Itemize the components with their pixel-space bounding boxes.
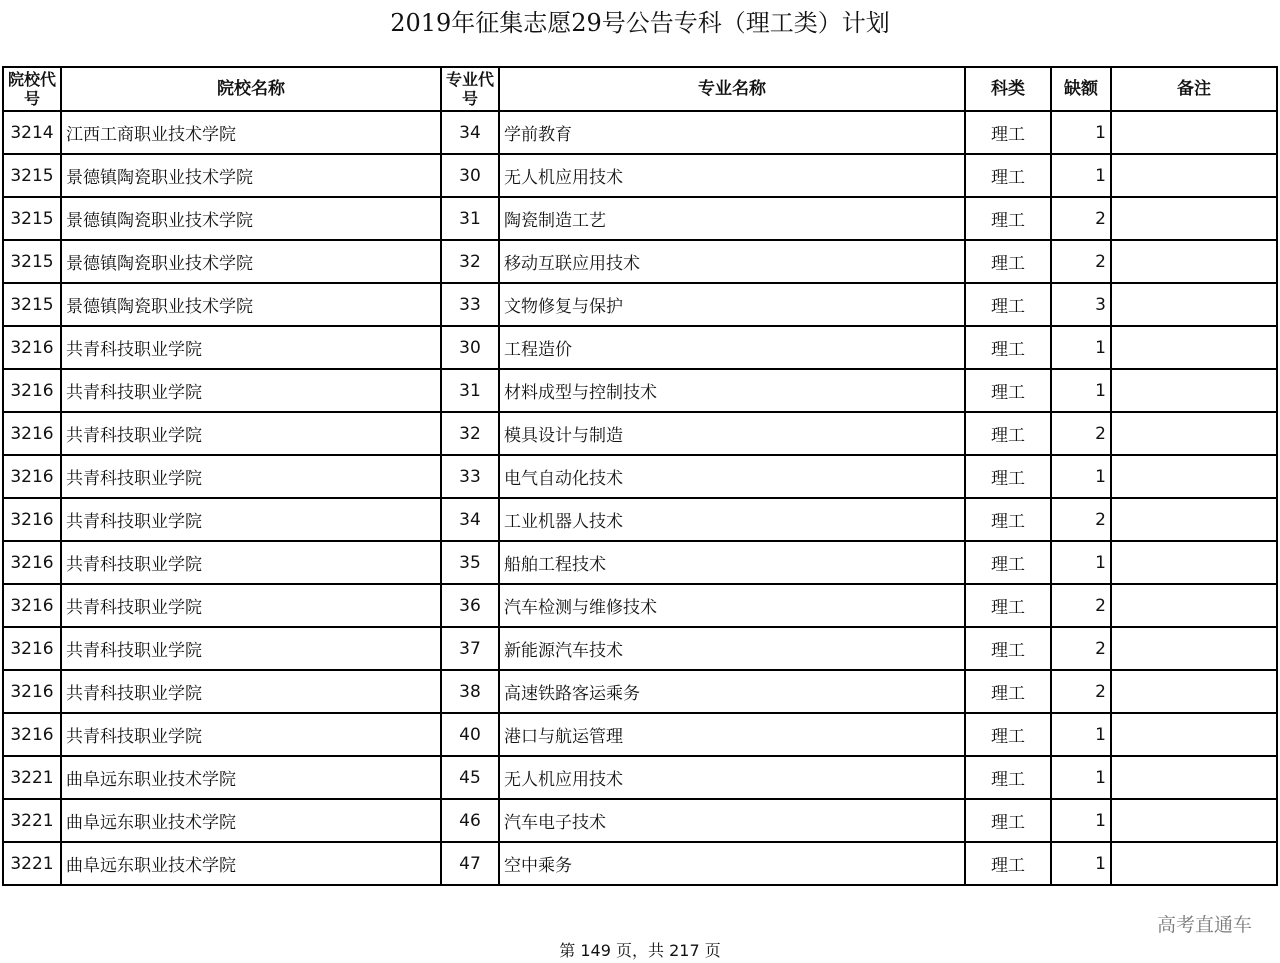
cell-school-code: 3216 <box>3 670 61 713</box>
cell-vacancy: 1 <box>1051 455 1111 498</box>
cell-remark <box>1111 541 1277 584</box>
cell-school-code: 3216 <box>3 498 61 541</box>
cell-vacancy: 2 <box>1051 627 1111 670</box>
cell-school-name: 景德镇陶瓷职业技术学院 <box>61 240 441 283</box>
table-row <box>3 111 1277 154</box>
table-row <box>3 369 1277 412</box>
cell-remark <box>1111 240 1277 283</box>
cell-school-name: 曲阜远东职业技术学院 <box>61 842 441 885</box>
table-row <box>3 670 1277 713</box>
cell-vacancy: 1 <box>1051 326 1111 369</box>
cell-major-name: 无人机应用技术 <box>499 154 965 197</box>
cell-major-name: 高速铁路客运乘务 <box>499 670 965 713</box>
table-row <box>3 842 1277 885</box>
cell-vacancy: 1 <box>1051 842 1111 885</box>
cell-vacancy: 1 <box>1051 713 1111 756</box>
cell-major-name: 移动互联应用技术 <box>499 240 965 283</box>
header-school-code: 院校代号 <box>3 67 61 111</box>
cell-remark <box>1111 412 1277 455</box>
cell-school-code: 3216 <box>3 369 61 412</box>
cell-category: 理工 <box>965 455 1051 498</box>
cell-vacancy: 2 <box>1051 412 1111 455</box>
cell-remark <box>1111 627 1277 670</box>
cell-school-name: 共青科技职业学院 <box>61 455 441 498</box>
table-row <box>3 584 1277 627</box>
table-row <box>3 498 1277 541</box>
table-row <box>3 756 1277 799</box>
cell-major-code: 36 <box>441 584 499 627</box>
cell-school-code: 3215 <box>3 240 61 283</box>
cell-school-name: 景德镇陶瓷职业技术学院 <box>61 283 441 326</box>
cell-major-code: 30 <box>441 326 499 369</box>
cell-school-name: 江西工商职业技术学院 <box>61 111 441 154</box>
cell-remark <box>1111 111 1277 154</box>
cell-major-name: 工业机器人技术 <box>499 498 965 541</box>
cell-major-code: 34 <box>441 111 499 154</box>
cell-remark <box>1111 584 1277 627</box>
cell-school-name: 共青科技职业学院 <box>61 713 441 756</box>
cell-major-code: 40 <box>441 713 499 756</box>
cell-school-name: 共青科技职业学院 <box>61 412 441 455</box>
cell-major-code: 34 <box>441 498 499 541</box>
cell-school-name: 共青科技职业学院 <box>61 541 441 584</box>
cell-school-name: 共青科技职业学院 <box>61 369 441 412</box>
cell-major-code: 30 <box>441 154 499 197</box>
cell-category: 理工 <box>965 713 1051 756</box>
table-row <box>3 627 1277 670</box>
table-row <box>3 455 1277 498</box>
cell-vacancy: 1 <box>1051 541 1111 584</box>
cell-school-code: 3216 <box>3 627 61 670</box>
cell-school-code: 3216 <box>3 455 61 498</box>
cell-category: 理工 <box>965 756 1051 799</box>
header-major-name: 专业名称 <box>499 67 965 111</box>
table-body <box>3 111 1277 885</box>
cell-major-name: 汽车电子技术 <box>499 799 965 842</box>
cell-school-code: 3214 <box>3 111 61 154</box>
cell-major-name: 学前教育 <box>499 111 965 154</box>
cell-category: 理工 <box>965 799 1051 842</box>
cell-school-name: 曲阜远东职业技术学院 <box>61 799 441 842</box>
cell-category: 理工 <box>965 584 1051 627</box>
cell-major-code: 32 <box>441 412 499 455</box>
cell-major-code: 35 <box>441 541 499 584</box>
cell-vacancy: 3 <box>1051 283 1111 326</box>
cell-category: 理工 <box>965 541 1051 584</box>
cell-school-code: 3216 <box>3 412 61 455</box>
cell-major-name: 电气自动化技术 <box>499 455 965 498</box>
cell-major-code: 38 <box>441 670 499 713</box>
header-school-name: 院校名称 <box>61 67 441 111</box>
cell-school-name: 曲阜远东职业技术学院 <box>61 756 441 799</box>
cell-major-code: 33 <box>441 283 499 326</box>
cell-major-name: 汽车检测与维修技术 <box>499 584 965 627</box>
cell-major-name: 陶瓷制造工艺 <box>499 197 965 240</box>
cell-vacancy: 2 <box>1051 498 1111 541</box>
cell-remark <box>1111 498 1277 541</box>
cell-vacancy: 1 <box>1051 369 1111 412</box>
table-row <box>3 283 1277 326</box>
cell-school-code: 3216 <box>3 326 61 369</box>
table-row <box>3 197 1277 240</box>
cell-school-name: 共青科技职业学院 <box>61 498 441 541</box>
cell-school-name: 共青科技职业学院 <box>61 627 441 670</box>
cell-major-name: 材料成型与控制技术 <box>499 369 965 412</box>
cell-school-code: 3216 <box>3 584 61 627</box>
cell-remark <box>1111 842 1277 885</box>
header-category: 科类 <box>965 67 1051 111</box>
table-row <box>3 412 1277 455</box>
cell-vacancy: 1 <box>1051 111 1111 154</box>
cell-school-code: 3221 <box>3 799 61 842</box>
page-title: 2019年征集志愿29号公告专科（理工类）计划 <box>390 9 890 37</box>
cell-vacancy: 2 <box>1051 240 1111 283</box>
cell-vacancy: 2 <box>1051 197 1111 240</box>
cell-remark <box>1111 713 1277 756</box>
cell-major-name: 空中乘务 <box>499 842 965 885</box>
cell-school-name: 景德镇陶瓷职业技术学院 <box>61 197 441 240</box>
table-row <box>3 326 1277 369</box>
cell-category: 理工 <box>965 627 1051 670</box>
cell-major-name: 船舶工程技术 <box>499 541 965 584</box>
cell-vacancy: 1 <box>1051 756 1111 799</box>
cell-major-name: 文物修复与保护 <box>499 283 965 326</box>
cell-major-code: 32 <box>441 240 499 283</box>
header-major-code: 专业代号 <box>441 67 499 111</box>
table-row <box>3 541 1277 584</box>
cell-remark <box>1111 369 1277 412</box>
watermark: 高考直通车 <box>1156 914 1252 936</box>
table-header-row <box>3 67 1277 111</box>
table-row <box>3 154 1277 197</box>
cell-category: 理工 <box>965 326 1051 369</box>
cell-category: 理工 <box>965 154 1051 197</box>
cell-remark <box>1111 455 1277 498</box>
cell-school-name: 共青科技职业学院 <box>61 326 441 369</box>
table-row <box>3 799 1277 842</box>
cell-category: 理工 <box>965 498 1051 541</box>
cell-school-name: 景德镇陶瓷职业技术学院 <box>61 154 441 197</box>
cell-school-code: 3216 <box>3 541 61 584</box>
cell-school-code: 3215 <box>3 283 61 326</box>
cell-remark <box>1111 670 1277 713</box>
cell-school-code: 3221 <box>3 756 61 799</box>
cell-school-code: 3216 <box>3 713 61 756</box>
table-row <box>3 240 1277 283</box>
cell-category: 理工 <box>965 842 1051 885</box>
cell-major-name: 模具设计与制造 <box>499 412 965 455</box>
cell-remark <box>1111 326 1277 369</box>
header-remark: 备注 <box>1111 67 1277 111</box>
cell-school-name: 共青科技职业学院 <box>61 584 441 627</box>
page-footer: 第 149 页，共 217 页 <box>559 941 721 960</box>
cell-category: 理工 <box>965 197 1051 240</box>
plan-table <box>2 66 1278 886</box>
cell-major-code: 37 <box>441 627 499 670</box>
cell-category: 理工 <box>965 670 1051 713</box>
cell-remark <box>1111 799 1277 842</box>
cell-category: 理工 <box>965 240 1051 283</box>
cell-category: 理工 <box>965 111 1051 154</box>
cell-remark <box>1111 154 1277 197</box>
cell-category: 理工 <box>965 412 1051 455</box>
cell-vacancy: 2 <box>1051 670 1111 713</box>
cell-school-code: 3215 <box>3 197 61 240</box>
cell-school-name: 共青科技职业学院 <box>61 670 441 713</box>
cell-remark <box>1111 197 1277 240</box>
cell-vacancy: 2 <box>1051 584 1111 627</box>
cell-school-code: 3215 <box>3 154 61 197</box>
cell-school-code: 3221 <box>3 842 61 885</box>
cell-major-name: 新能源汽车技术 <box>499 627 965 670</box>
cell-major-name: 工程造价 <box>499 326 965 369</box>
cell-remark <box>1111 283 1277 326</box>
cell-category: 理工 <box>965 283 1051 326</box>
cell-major-code: 33 <box>441 455 499 498</box>
cell-major-code: 31 <box>441 369 499 412</box>
cell-major-name: 港口与航运管理 <box>499 713 965 756</box>
cell-vacancy: 1 <box>1051 154 1111 197</box>
cell-major-code: 45 <box>441 756 499 799</box>
cell-major-code: 31 <box>441 197 499 240</box>
header-vacancy: 缺额 <box>1051 67 1111 111</box>
cell-remark <box>1111 756 1277 799</box>
cell-category: 理工 <box>965 369 1051 412</box>
cell-vacancy: 1 <box>1051 799 1111 842</box>
table-row <box>3 713 1277 756</box>
cell-major-code: 46 <box>441 799 499 842</box>
cell-major-name: 无人机应用技术 <box>499 756 965 799</box>
cell-major-code: 47 <box>441 842 499 885</box>
